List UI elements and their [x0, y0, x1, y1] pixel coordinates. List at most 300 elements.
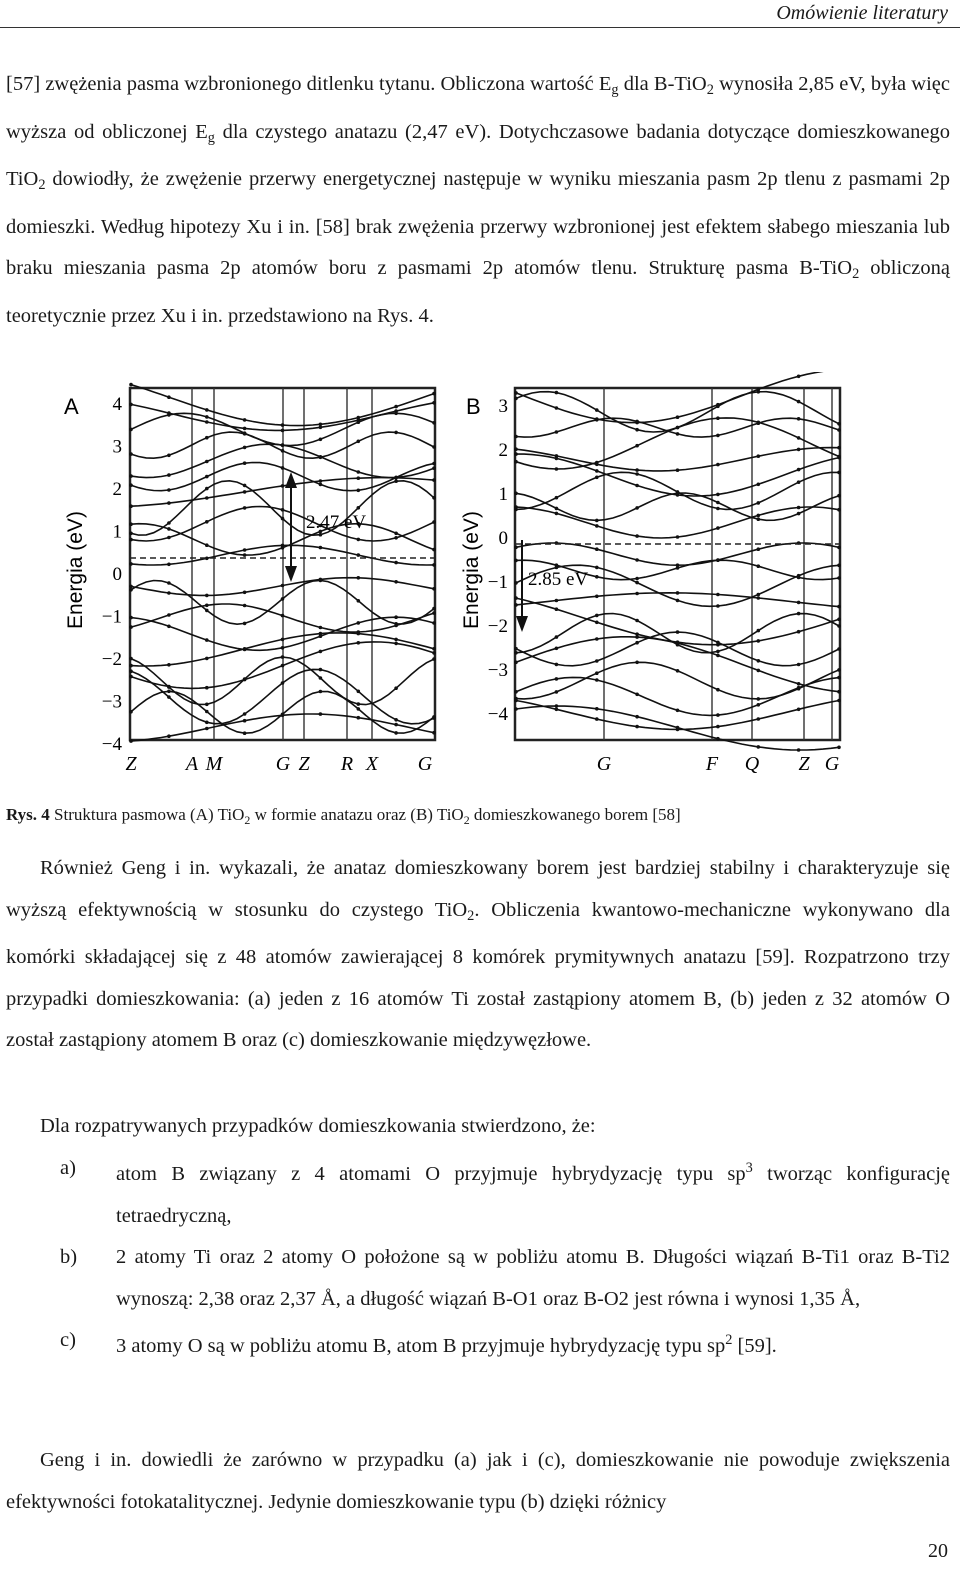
panel-a-band-pt-13-30 — [357, 599, 361, 603]
panel-a-band-pt-5-5 — [167, 488, 171, 492]
panel-a-yticks — [102, 394, 123, 755]
panel-a-arrow-down — [285, 566, 297, 582]
panel-b-band-pt-4-15 — [635, 468, 639, 472]
panel-a-band-pt-13-15 — [243, 622, 247, 626]
panel-b-band-pt-20-35 — [797, 708, 801, 712]
panel-a-band-pt-21-10 — [205, 727, 209, 731]
panel-a-band-pt-1-15 — [243, 427, 247, 431]
panel-b-xtick-3: Z — [798, 753, 810, 775]
panel-b-band-pt-3-25 — [716, 416, 720, 420]
panel-a-band-pt-19-30 — [357, 690, 361, 694]
panel-a-band-pt-14-40 — [432, 611, 436, 615]
panel-a-band-pt-18-35 — [394, 686, 398, 690]
panel-a-band-pt-8-35 — [394, 536, 398, 540]
panel-b-band-pt-21-35 — [797, 748, 801, 752]
panel-a-band-pt-3-20 — [281, 449, 285, 453]
panel-a-band-pt-7-15 — [243, 484, 247, 488]
panel-b-band-pt-2-10 — [595, 418, 599, 422]
panel-a-ytick-4: 0 — [112, 564, 122, 585]
panel-a-band-pt-19-20 — [281, 681, 285, 685]
panel-a-band-pt-3-30 — [357, 440, 361, 444]
panel-b-band-pt-16-30 — [757, 659, 761, 663]
panel-a-band-pt-7-5 — [167, 521, 171, 525]
panel-b-band-pt-2-20 — [676, 432, 680, 436]
panel-b-band-pt-15-15 — [635, 619, 639, 623]
panel-b-band-pt-8-40 — [837, 508, 841, 512]
panel-a-band-pt-21-0 — [129, 739, 133, 743]
panel-b-xtick-0: G — [596, 753, 612, 775]
panel-b-band-pt-1-30 — [757, 390, 761, 394]
panel-a-band-pt-1-0 — [129, 403, 133, 407]
panel-a-ytick-5: −1 — [101, 606, 122, 628]
panel-b-band-pt-13-10 — [595, 595, 599, 599]
panel-b-band-pt-15-25 — [716, 650, 720, 654]
panel-b-band-pt-7-25 — [716, 501, 720, 505]
panel-b-band-pt-17-5 — [555, 647, 559, 651]
panel-b-band-pt-7-0 — [514, 492, 518, 496]
panel-b-band-pt-20-40 — [837, 699, 841, 703]
panel-a-band-pt-21-40 — [432, 731, 436, 735]
panel-a-band-pt-10-5 — [167, 563, 171, 567]
panel-a-band-pt-12-15 — [243, 591, 247, 595]
panel-a-band-pt-6-0 — [129, 504, 133, 508]
panel-b-band-pt-15-30 — [757, 629, 761, 633]
panel-b-band-pt-4-35 — [797, 448, 801, 452]
panel-a-band-pt-18-30 — [357, 702, 361, 706]
panel-a-band-pt-4-5 — [167, 473, 171, 477]
panel-b-band-pt-13-40 — [837, 605, 841, 609]
panel-b-band-pt-1-5 — [555, 391, 559, 395]
paragraph-1: [57] zwężenia pasma wzbronionego ditlenku tytanu. Obliczona wartość $E_g$ dla B-TiO$_2$ wynosiła 2,85 eV, była więc wyższa od obliczonej $E_g$ dla czystego anatazu (2,47 eV). Dotychczasowe badania dotyczące domieszkowanego TiO$_2$ dowiodły, że zwężenie przerwy energetycznej następuje w wyniku mieszania pasm 2p tlenu z pasmami 2p domieszki. Według hipotezy Xu i in. [58] brak zwężenia przerwy wzbronionej jest efektem słabego mieszania lub braku mieszania pasma 2p atomów boru z pasmami 2p atomów tlenu. Strukturę pasma B-TiO$_2$ obliczoną teoretycznie przez Xu i in. przedstawiono na Rys. 4. — [6, 73, 950, 327]
panel-b-band-pt-3-35 — [797, 436, 801, 440]
panel-b-band-pt-0-20 — [676, 415, 680, 419]
panel-a-band-pt-19-35 — [394, 718, 398, 722]
panel-b-band-pt-17-20 — [676, 641, 680, 645]
panel-a-band-pt-18-0 — [129, 657, 133, 661]
panel-b-band-pt-11-20 — [676, 566, 680, 570]
panel-a-xtick-0: Z — [125, 753, 137, 775]
panel-b-band-pt-11-0 — [514, 559, 518, 563]
panel-a-band-pt-4-10 — [205, 460, 209, 464]
page-number: 20 — [928, 1540, 948, 1562]
panel-b-band-pt-11-40 — [837, 576, 841, 580]
panel-a-band-pt-12-20 — [281, 584, 285, 588]
panel-b-band-pt-13-0 — [514, 603, 518, 607]
panel-b-bands — [514, 372, 841, 752]
panel-b-band-pt-11-15 — [635, 577, 639, 581]
panel-a-band-pt-5-10 — [205, 475, 209, 479]
panel-a-band-pt-17-25 — [319, 650, 323, 654]
panel-b-band-pt-17-0 — [514, 661, 518, 665]
panel-a-band-pt-20-0 — [129, 710, 133, 714]
panel-b-band-16 — [516, 632, 839, 666]
panel-a-band-pt-16-30 — [357, 632, 361, 636]
panel-a-xtick-1: A — [185, 753, 199, 775]
panel-a-band-pt-0-40 — [432, 392, 436, 396]
panel-a-xticks — [125, 753, 432, 775]
panel-b-band-pt-14-30 — [757, 639, 761, 643]
panel-a-band-pt-16-20 — [281, 638, 285, 642]
panel-a-ytick-8: −4 — [101, 734, 122, 755]
panel-a-kpoint-lines — [192, 388, 372, 740]
panel-b-band-pt-0-0 — [514, 391, 518, 395]
panel-a-band-pt-1-25 — [319, 426, 323, 430]
page-header — [0, 0, 960, 30]
panel-a-band-pt-7-30 — [357, 506, 361, 510]
panel-a-band-pt-8-40 — [432, 520, 436, 524]
panel-b-band-pt-5-30 — [757, 483, 761, 487]
panel-a-band-pt-2-10 — [205, 415, 209, 419]
panel-b-xticks — [597, 753, 840, 775]
panel-b-band-pt-5-40 — [837, 456, 841, 460]
panel-a-band-pt-18-25 — [319, 676, 323, 680]
panel-a-band-pt-12-5 — [167, 591, 171, 595]
panel-b-ytick-2: 1 — [498, 484, 508, 505]
panel-a-band-pt-7-0 — [129, 532, 133, 536]
panel-b-band-pt-14-10 — [595, 621, 599, 625]
panel-a-band-pt-21-20 — [281, 714, 285, 718]
panel-b-band-pt-6-40 — [837, 471, 841, 475]
panel-a-band-pt-15-20 — [281, 646, 285, 650]
panel-b-band-pt-17-40 — [837, 690, 841, 694]
panel-a-band-pt-14-15 — [243, 604, 247, 608]
panel-a-band-pt-0-5 — [167, 395, 171, 399]
panel-b-band-pt-10-15 — [635, 558, 639, 562]
panel-b-band-pt-3-20 — [676, 426, 680, 430]
panel-b-band-pt-16-0 — [514, 647, 518, 651]
panel-b-ytick-5: −2 — [487, 616, 508, 637]
panel-b-band-pt-2-0 — [514, 435, 518, 439]
panel-b-band-pt-6-25 — [716, 507, 720, 511]
panel-b-band-pt-12-25 — [716, 604, 720, 608]
panel-b-band-pt-5-5 — [555, 457, 559, 461]
panel-b-band-pt-15-40 — [837, 624, 841, 628]
panel-a-band-pt-14-35 — [394, 624, 398, 628]
panel-b-band-pt-8-25 — [716, 526, 720, 530]
panel-a-band-pt-14-25 — [319, 626, 323, 630]
panel-b-band-pt-17-25 — [716, 654, 720, 658]
panel-b-band-pt-12-30 — [757, 593, 761, 597]
panel-b-band-pt-6-10 — [595, 476, 599, 480]
panel-a-band-pt-10-20 — [281, 544, 285, 548]
panel-a-band-pt-6-30 — [357, 476, 361, 480]
panel-a-band-pt-1-20 — [281, 429, 285, 433]
panel-a-band-pt-18-5 — [167, 685, 171, 689]
panel-b-band-pt-4-0 — [514, 447, 518, 451]
panel-b-band-pt-1-15 — [635, 428, 639, 432]
panel-b-band-pt-4-20 — [676, 468, 680, 472]
panel-a-xtick-3: G — [275, 753, 291, 775]
panel-b-band-3 — [516, 418, 839, 469]
panel-a-band-pt-13-40 — [432, 607, 436, 611]
panel-b-gap-label: 2.85 eV — [528, 569, 589, 590]
panel-a-band-pt-6-40 — [432, 478, 436, 482]
panel-b-band-pt-7-20 — [676, 491, 680, 495]
panel-a-band-pt-12-30 — [357, 576, 361, 580]
panel-a-ylabel: Energia (eV) — [64, 511, 87, 629]
findings-list — [6, 1148, 950, 1368]
panel-b-band-pt-19-10 — [595, 678, 599, 682]
panel-b-band-pt-6-5 — [555, 496, 559, 500]
panel-b-band-pt-11-25 — [716, 558, 720, 562]
panel-b-ytick-1: 2 — [498, 440, 508, 461]
panel-a-band-pt-17-40 — [432, 651, 436, 655]
panel-a-band-pt-21-35 — [394, 723, 398, 727]
panel-b-band-pt-5-35 — [797, 468, 801, 472]
panel-b-band-pt-10-0 — [514, 546, 518, 550]
panel-a-band-pt-2-40 — [432, 421, 436, 425]
panel-b-band-5 — [516, 454, 839, 496]
band-structure-figure — [0, 372, 960, 792]
panel-a-band-pt-20-35 — [394, 731, 398, 735]
caption-label: Rys. 4 — [6, 805, 50, 824]
panel-a-band-pt-0-15 — [243, 418, 247, 422]
panel-a-band-pt-5-30 — [357, 489, 361, 493]
panel-a-band-pt-8-20 — [281, 508, 285, 512]
panel-b-band-pt-19-20 — [676, 709, 680, 713]
panel-a-band-pt-19-0 — [129, 669, 133, 673]
figure-4 — [0, 372, 960, 792]
panel-a-band-pt-2-5 — [167, 413, 171, 417]
panel-a-band-pt-5-0 — [129, 483, 133, 487]
panel-b-band-pt-21-10 — [595, 707, 599, 711]
panel-a-xtick-2: M — [205, 753, 223, 775]
panel-b-band-pt-14-40 — [837, 618, 841, 622]
panel-a-band-pt-18-15 — [243, 677, 247, 681]
panel-b-band-pt-3-30 — [757, 421, 761, 425]
panel-b-band-4 — [516, 448, 839, 471]
panel-a-band-pt-13-20 — [281, 597, 285, 601]
panel-b-band-pt-1-40 — [837, 422, 841, 426]
panel-b-band-pt-13-20 — [676, 591, 680, 595]
panel-a-band-pt-16-35 — [394, 638, 398, 642]
panel-b-band-pt-16-5 — [555, 663, 559, 667]
panel-b-band-pt-18-30 — [757, 697, 761, 701]
panel-b-ylabel: Energia (eV) — [460, 511, 483, 629]
panel-b-band-pt-4-40 — [837, 446, 841, 450]
panel-b-band-pt-18-10 — [595, 671, 599, 675]
panel-b-band-pt-2-15 — [635, 420, 639, 424]
panel-b-xtick-4: G — [824, 753, 840, 775]
panel-b-band-pt-6-35 — [797, 480, 801, 484]
panel-b-band-pt-17-30 — [757, 669, 761, 673]
panel-a-band-pt-13-10 — [205, 609, 209, 613]
panel-b-band-pt-6-30 — [757, 501, 761, 505]
panel-a-band-pt-16-40 — [432, 647, 436, 651]
panel-b-band-pt-21-25 — [716, 737, 720, 741]
panel-b-band-pt-13-15 — [635, 592, 639, 596]
panel-a-band-pt-17-35 — [394, 642, 398, 646]
paragraph-2: Również Geng i in. wykazali, że anataz domieszkowany borem jest bardziej stabilny i charakteryzuje się wyższą efektywnością w stosunku do czystego TiO$_2$. Obliczenia kwantowo-mechaniczne wykonywano dla komórki składającej się z 48 atomów zawierającej 8 komórek prymitywnych anatazu [59]. Rozpatrzono trzy przypadki domieszkowania: (a) jeden z 16 atomów Ti został zastąpiony atomem B, (b) jeden z 32 atomów O został zastąpiony atomem B oraz (c) domieszkowanie międzywęzłowe. — [6, 857, 950, 1051]
panel-a-band-pt-12-10 — [205, 594, 209, 598]
panel-b-band-pt-20-0 — [514, 699, 518, 703]
panel-b-band-pt-19-40 — [837, 676, 841, 680]
panel-a-band-pt-8-15 — [243, 506, 247, 510]
panel-a-band-pt-3-40 — [432, 445, 436, 449]
panel-a-ytick-6: −2 — [101, 649, 122, 670]
panel-a-band-pt-4-30 — [357, 470, 361, 474]
panel-b-band-pt-15-35 — [797, 612, 801, 616]
panel-b-band-pt-13-25 — [716, 593, 720, 597]
panel-a-band-pt-17-20 — [281, 664, 285, 668]
panel-a-band-pt-12-40 — [432, 587, 436, 591]
panel-a-band-pt-6-25 — [319, 479, 323, 483]
panel-a-band-pt-10-35 — [394, 561, 398, 565]
panel-b-band-pt-12-35 — [797, 574, 801, 578]
panel-b-ytick-0: 3 — [498, 396, 508, 417]
panel-b-xtick-1: F — [705, 753, 719, 775]
panel-b-band-pt-20-15 — [635, 725, 639, 729]
panel-b-band-pt-19-30 — [757, 703, 761, 707]
panel-b-band-pt-17-15 — [635, 635, 639, 639]
panel-a-band-pt-3-35 — [394, 431, 398, 435]
panel-a-band-pt-12-0 — [129, 585, 133, 589]
panel-b-band-pt-15-10 — [595, 614, 599, 618]
panel-a-band-pt-7-20 — [281, 517, 285, 521]
panel-a-band-pt-5-25 — [319, 483, 323, 487]
panel-a-band-pt-15-0 — [129, 616, 133, 620]
panel-b-band-pt-19-5 — [555, 677, 559, 681]
panel-b-ytick-4: −1 — [487, 572, 508, 593]
panel-a-band-pt-15-5 — [167, 625, 171, 629]
panel-a-band-pt-15-10 — [205, 638, 209, 642]
panel-b-band-pt-5-25 — [716, 493, 720, 497]
panel-b-band-pt-16-15 — [635, 641, 639, 645]
panel-b-yticks — [488, 396, 509, 725]
panel-a-band-pt-18-20 — [281, 655, 285, 659]
panel-a-ytick-2: 2 — [112, 479, 122, 500]
panel-a-band-pt-10-15 — [243, 548, 247, 552]
panel-a-letter: A — [64, 394, 79, 419]
panel-a-band-pt-9-40 — [432, 548, 436, 552]
list-item-b: b) 2 atomy Ti oraz 2 atomy O położone są w pobliżu atomu B. Długości wiązań B-Ti1 oraz B-Ti2 wynoszą: 2,38 oraz 2,37 Å, a długość wiązań B-O1 oraz B-O2 jest równa i wynosi 1,35 Å, — [60, 1246, 950, 1310]
panel-b-band-pt-19-35 — [797, 686, 801, 690]
panel-b-band-pt-3-5 — [555, 467, 559, 471]
panel-b-band-pt-12-40 — [837, 564, 841, 568]
panel-a-band-pt-18-40 — [432, 657, 436, 661]
panel-a-band-pt-16-25 — [319, 632, 323, 636]
panel-b-band-pt-21-20 — [676, 726, 680, 730]
panel-a-band-pt-8-30 — [357, 538, 361, 542]
panel-b-band-pt-8-10 — [595, 524, 599, 528]
panel-b-band-pt-8-5 — [555, 512, 559, 516]
panel-a-band-pt-9-10 — [205, 543, 209, 547]
panel-b-ytick-7: −4 — [487, 704, 508, 725]
panel-a-band-pt-7-10 — [205, 487, 209, 491]
list-item-c: c) 3 atomy O są w pobliżu atomu B, atom B przyjmuje hybrydyzację typu $sp^2$ [59]. — [60, 1329, 777, 1357]
panel-a-band-pt-5-20 — [281, 466, 285, 470]
panel-a-band-pt-4-0 — [129, 474, 133, 478]
panel-a-band-pt-2-30 — [357, 420, 361, 424]
panel-a-band-pt-7-40 — [432, 496, 436, 500]
panel-b-band-pt-18-25 — [716, 688, 720, 692]
panel-a-band-pt-15-35 — [394, 615, 398, 619]
panel-a-band-pt-8-5 — [167, 536, 171, 540]
panel-b-band-pt-8-20 — [676, 535, 680, 539]
panel-a-band-pt-6-15 — [243, 490, 247, 494]
panel-b-band-pt-20-25 — [716, 725, 720, 729]
panel-a-ytick-1: 3 — [112, 436, 122, 458]
list-item-a: a) atom B związany z 4 atomami O przyjmuje hybrydyzację typu $sp^3$ tworząc konfigurację tetraedryczną, — [60, 1157, 950, 1227]
panel-a-band-pt-19-5 — [167, 695, 171, 699]
panel-a-band-pt-21-5 — [167, 734, 171, 738]
panel-b-band-pt-14-35 — [797, 630, 801, 634]
panel-a-xtick-7: G — [417, 753, 433, 775]
panel-b-band-pt-8-15 — [635, 534, 639, 538]
panel-a-band-pt-6-10 — [205, 496, 209, 500]
panel-a-band-pt-7-25 — [319, 533, 323, 537]
panel-b-band-pt-7-35 — [797, 512, 801, 516]
panel-a-band-pt-17-0 — [129, 675, 133, 679]
panel-a-gap-label: 2.47 eV — [306, 512, 367, 533]
panel-a-band-pt-3-5 — [167, 454, 171, 458]
panel-b-band-pt-20-30 — [757, 717, 761, 721]
panel-a-band-pt-7-35 — [394, 479, 398, 483]
panel-a-band-pt-10-40 — [432, 563, 436, 567]
panel-b-band-pt-18-5 — [555, 690, 559, 694]
panel-a-band-pt-13-25 — [319, 579, 323, 583]
paragraph-3: Dla rozpatrywanych przypadków domieszkowania stwierdzono, że: — [40, 1115, 596, 1137]
panel-b-band-pt-8-35 — [797, 506, 801, 510]
panel-b-band-pt-7-40 — [837, 494, 841, 498]
panel-b-band-pt-20-10 — [595, 717, 599, 721]
panel-a-arrow-up — [285, 472, 297, 488]
panel-b-band-pt-4-25 — [716, 463, 720, 467]
panel-a-band-pt-8-10 — [205, 520, 209, 524]
panel-a-band-pt-4-15 — [243, 446, 247, 450]
panel-a-band-pt-10-25 — [319, 546, 323, 550]
panel-b-band-pt-13-5 — [555, 599, 559, 603]
panel-a-band-pt-2-25 — [319, 438, 323, 442]
panel-b-band-pt-18-15 — [635, 661, 639, 665]
panel-b-band-pt-15-0 — [514, 651, 518, 655]
panel-b-band-pt-1-0 — [514, 397, 518, 401]
panel-b-band-pt-12-15 — [635, 581, 639, 585]
panel-a-band-pt-0-0 — [129, 383, 133, 387]
panel-a-band-pt-19-10 — [205, 721, 209, 725]
panel-b-letter: B — [466, 394, 481, 419]
panel-b-band-pt-1-35 — [797, 400, 801, 404]
panel-a-band-pt-17-10 — [205, 686, 209, 690]
panel-a-band-pt-21-15 — [243, 719, 247, 723]
panel-a-band-pt-15-30 — [357, 621, 361, 625]
panel-a-band-pt-20-30 — [357, 707, 361, 711]
panel-b-xtick-2: Q — [744, 753, 760, 775]
panel-b-band-pt-2-35 — [797, 417, 801, 421]
panel-a-band-pt-16-15 — [243, 647, 247, 651]
panel-b-band-pt-16-25 — [716, 641, 720, 645]
panel-a-band-pt-14-20 — [281, 614, 285, 618]
panel-a-band-pt-9-0 — [129, 522, 133, 526]
panel-b-band-pt-20-5 — [555, 708, 559, 712]
panel-a-band-pt-20-15 — [243, 731, 247, 735]
panel-b-ytick-6: −3 — [487, 660, 508, 681]
panel-b-band-pt-5-0 — [514, 452, 518, 456]
panel-b-band-pt-2-25 — [716, 434, 720, 438]
panel-a-band-pt-5-40 — [432, 462, 436, 466]
panel-a-band-pt-20-5 — [167, 690, 171, 694]
running-head: Omówienie literatury — [776, 2, 948, 24]
panel-b-band-pt-2-5 — [555, 430, 559, 434]
panel-b-band-pt-5-10 — [595, 469, 599, 473]
panel-a-band-pt-21-25 — [319, 712, 323, 716]
panel-b-band-pt-16-35 — [797, 663, 801, 667]
panel-b-ytick-3: 0 — [498, 528, 508, 549]
panel-b-band-20 — [516, 701, 839, 730]
panel-a-band-pt-6-20 — [281, 484, 285, 488]
panel-a-band-pt-1-40 — [432, 401, 436, 405]
panel-a-band-pt-16-10 — [205, 657, 209, 661]
